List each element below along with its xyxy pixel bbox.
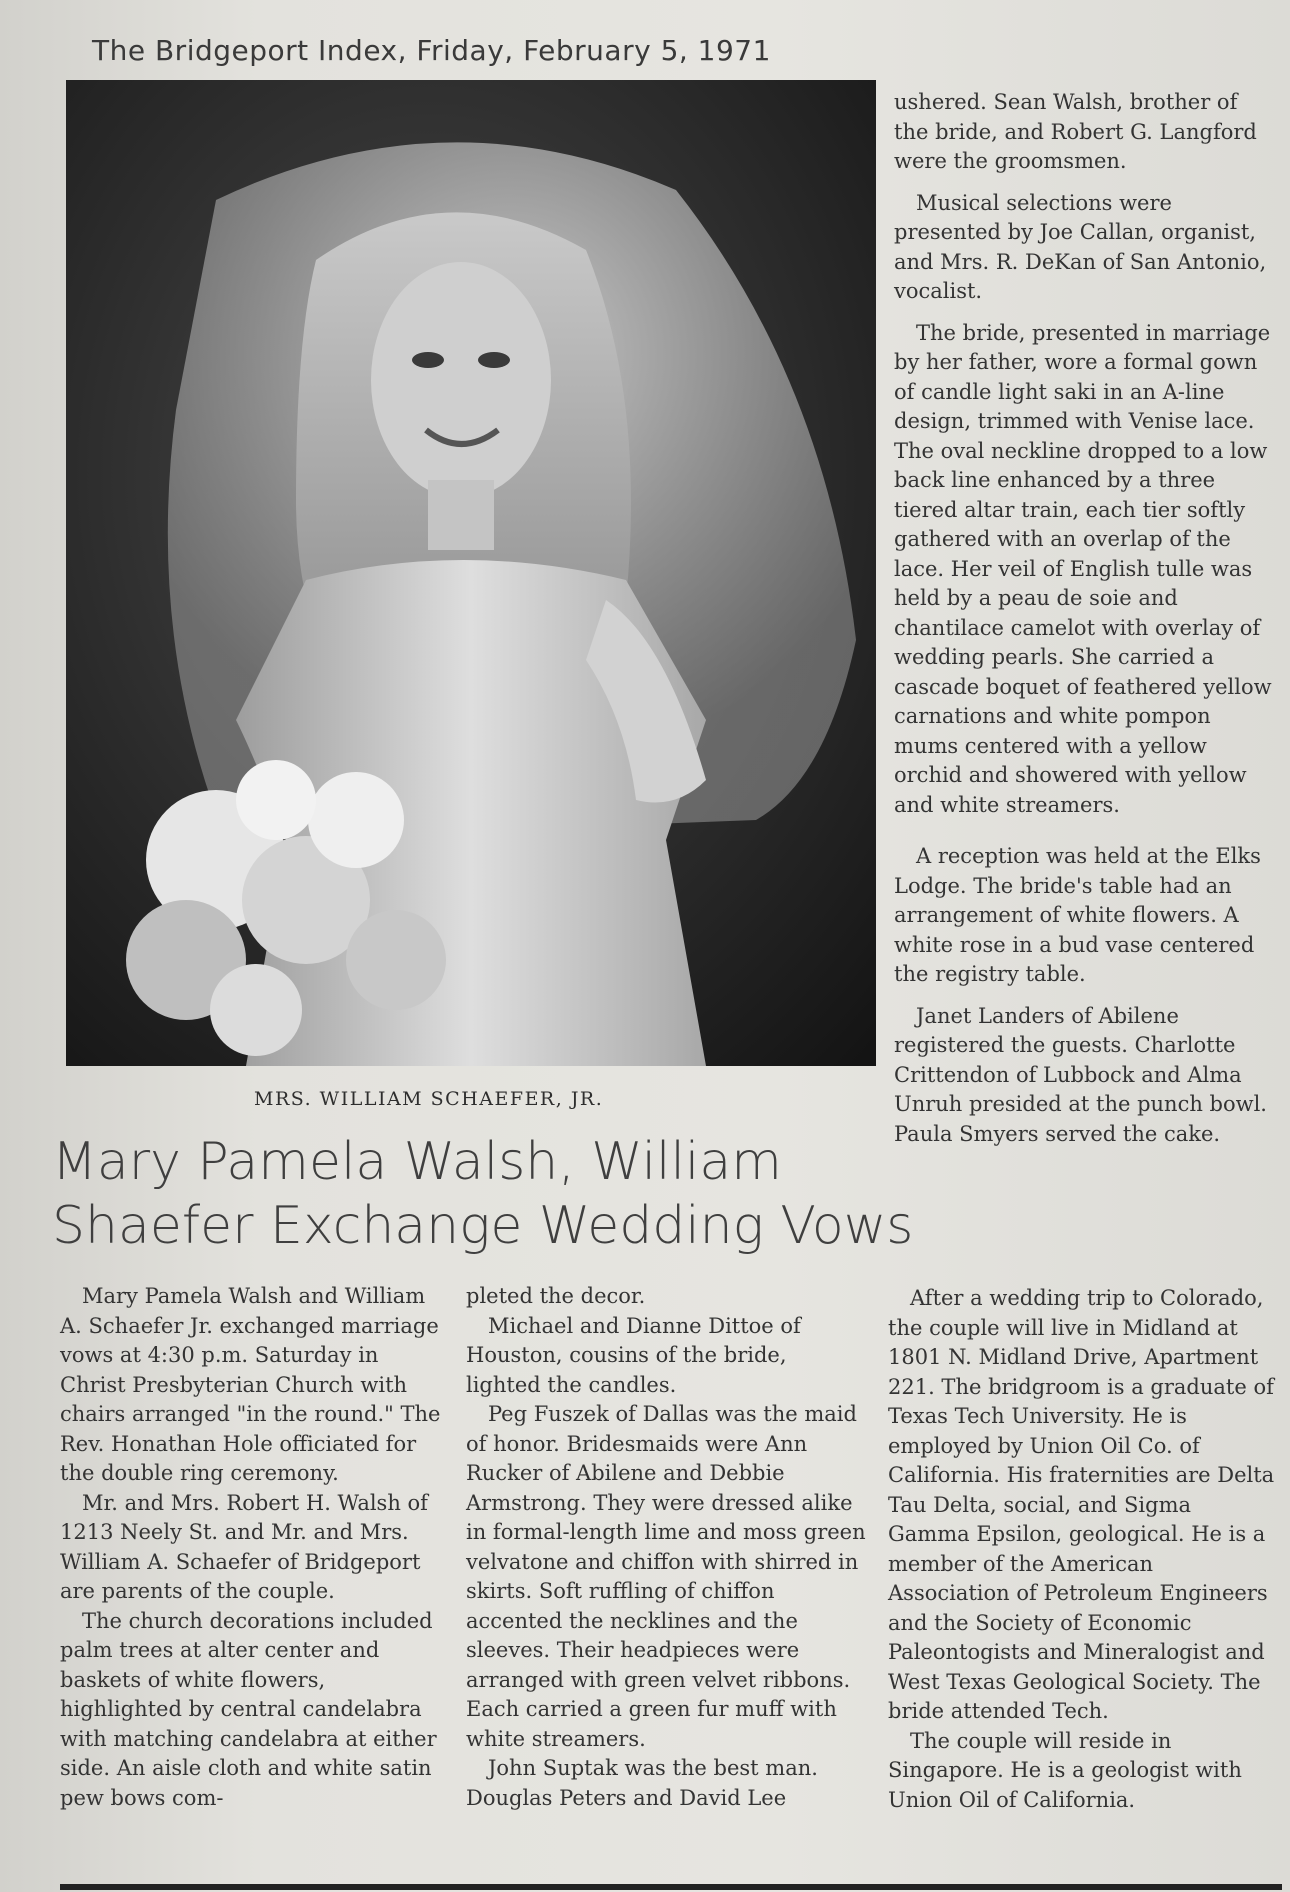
paragraph: Mr. and Mrs. Robert H. Walsh of 1213 Neely St. and Mr. and Mrs. William A. Schaefer of Bridgeport are parents of the couple.: [60, 1490, 428, 1603]
paragraph: Musical selections were presented by Joe Callan, organist, and Mrs. R. DeKan of San Antonio, vocalist.: [894, 190, 1267, 303]
headline: [52, 1130, 914, 1258]
bride-portrait-image: [66, 80, 876, 1066]
paragraph: The bride, presented in marriage by her father, wore a formal gown of candle light saki in an A-line design, trimmed with Venise lace. The oval neckline dropped to a low back line enhanced by a three tiered altar train, each tier softly gathered with an overlap of the lace. Her veil of English tulle was held by a peau de soie and chantilace camelot with overlay of wedding pearls. She carried a cascade boquet of feathered yellow carnations and white pompon mums centered with a yellow orchid and showered with yellow and white streamers.: [894, 320, 1272, 817]
paragraph: A reception was held at the Elks Lodge. The bride's table had an arrangement of white flowers. A white rose in a bud vase centered the registry table.: [894, 844, 1261, 986]
article-column-3: [894, 88, 1274, 1149]
paragraph: pleted the decor.: [466, 1284, 646, 1308]
paragraph: Mary Pamela Walsh and William A. Schaefer Jr. exchanged marriage vows at 4:30 p.m. Saturday in Christ Presbyterian Church with chairs arranged "in the round." The Rev. Honathan Hole officiated for the double ring ceremony.: [60, 1284, 441, 1485]
dateline: The Bridgeport Index, Friday, February 5, 1971: [92, 34, 771, 67]
paragraph: After a wedding trip to Colorado, the couple will live in Midland at 1801 N. Midland Drive, Apartment 221. The bridgroom is a graduate of Texas Tech University. He is employed by Union Oil Co. of California. His fraternities are Delta Tau Delta, social, and Sigma Gamma Epsilon, geological. He is a member of the American Association of Petroleum Engineers and the Society of Economic Paleontogists and Mineralogist and West Texas Geological Society. The bride attended Tech.: [888, 1286, 1275, 1723]
article-column-1: [60, 1282, 448, 1813]
paragraph: The church decorations included palm trees at alter center and baskets of white flowers, highlighted by central candelabra with matching candelabra at either side. An aisle cloth and white satin pew bows com-: [60, 1608, 437, 1810]
paragraph: The couple will reside in Singapore. He is a geologist with Union Oil of California.: [888, 1728, 1242, 1812]
paragraph: Peg Fuszek of Dallas was the maid of honor. Bridesmaids were Ann Rucker of Abilene and Debbie Armstrong. They were dressed alike in formal-length lime and moss green velvatone and chiffon with shirred in skirts. Soft ruffling of chiffon accented the necklines and the sleeves. Their headpieces were arranged with green velvet ribbons. Each carried a green fur muff with white streamers.: [466, 1402, 866, 1751]
article-column-2: [466, 1282, 866, 1813]
paragraph: Michael and Dianne Dittoe of Houston, cousins of the bride, lighted the candles.: [466, 1313, 801, 1397]
bride-portrait-photo: [66, 80, 876, 1066]
paragraph: ushered. Sean Walsh, brother of the bride, and Robert G. Langford were the groomsmen.: [894, 90, 1257, 173]
headline-line-2: Shaefer Exchange Wedding Vows: [52, 1196, 914, 1256]
headline-line-1: Mary Pamela Walsh, William: [52, 1132, 782, 1192]
article-column-3-lower: [888, 1284, 1276, 1815]
page-bottom-rule: [60, 1884, 1282, 1890]
paragraph: Janet Landers of Abilene registered the guests. Charlotte Crittendon of Lubbock and Alma Unruh presided at the punch bowl. Paula Smyers served the cake.: [894, 1003, 1267, 1146]
paragraph: John Suptak was the best man. Douglas Peters and David Lee: [466, 1756, 818, 1810]
photo-caption: MRS. WILLIAM SCHAEFER, JR.: [254, 1088, 604, 1110]
